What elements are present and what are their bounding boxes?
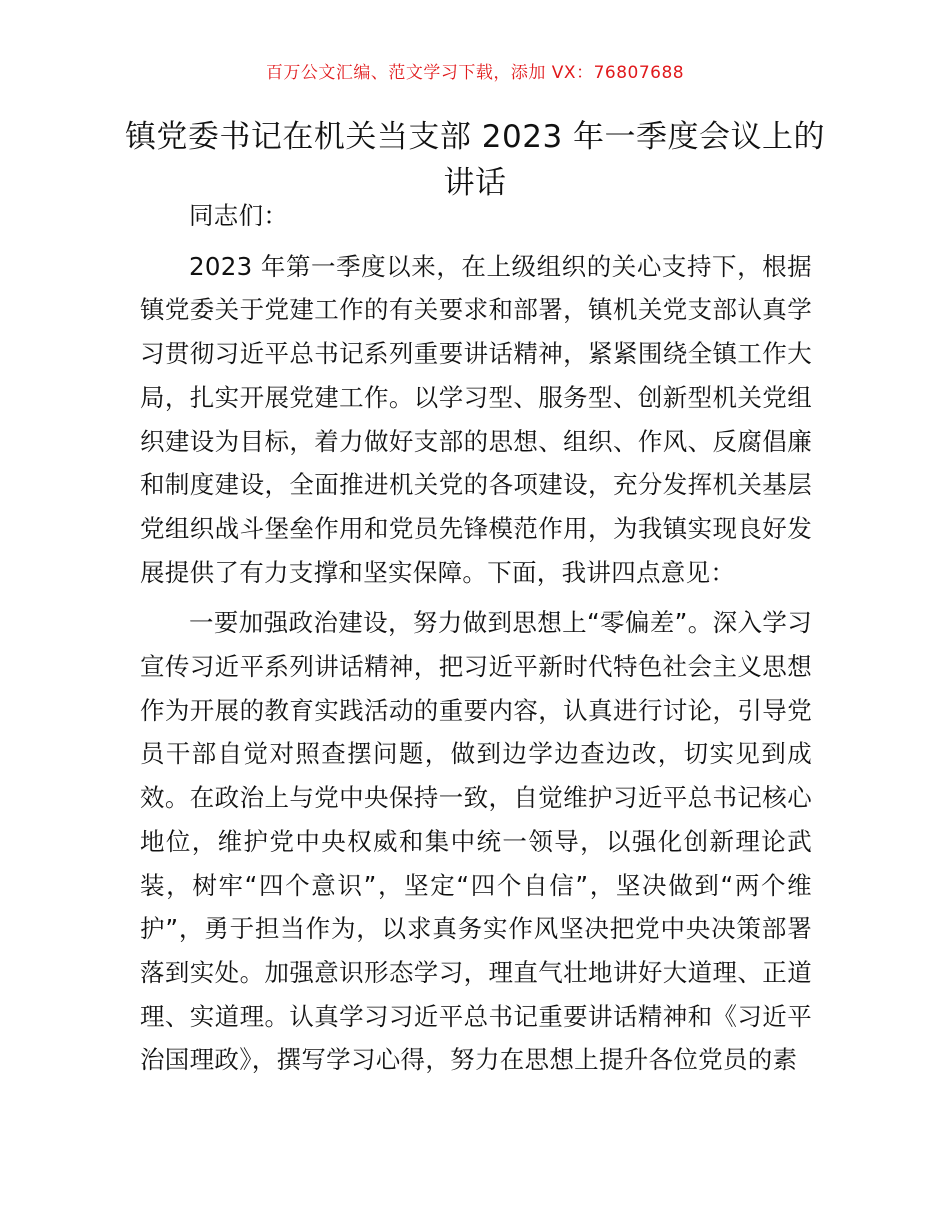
- document-title: 镇党委书记在机关当支部 2023 年一季度会议上的讲话: [124, 119, 826, 201]
- watermark-text: 百万公文汇编、范文学习下载，添加 VX：76807688: [265, 63, 685, 83]
- paragraph-intro: 2023 年第一季度以来，在上级组织的关心支持下，根据镇党委关于党建工作的有关要求和部署，镇机关党支部认真学习贯彻习近平总书记系列重要讲话精神，紧紧围绕全镇工作大局，扎实开展党建工作。以学习型、服务型、创新型机关党组织建设为目标，着力做好支部的思想、组织、作风、反腐倡廉和制度建设，全面推进机关党的各项建设，充分发挥机关基层党组织战斗堡垒作用和党员先锋模范作用，为我镇实现良好发展提供了有力支撑和坚实保障。下面，我讲四点意见：: [140, 251, 812, 587]
- paragraph-point-one: 一要加强政治建设，努力做到思想上“零偏差”。深入学习宣传习近平系列讲话精神，把习近平新时代特色社会主义思想作为开展的教育实践活动的重要内容，认真进行讨论，引导党员干部自觉对照查摆问题，做到边学边查边改，切实见到成效。在政治上与党中央保持一致，自觉维护习近平总书记核心地位，维护党中央权威和集中统一领导，以强化创新理论武装，树牢“四个意识”，坚定“四个自信”，坚决做到“两个维护”，勇于担当作为，以求真务实作风坚决把党中央决策部署落到实处。加强意识形态学习，理直气壮地讲好大道理、正道理、实道理。认真学习习近平总书记重要讲话精神和《习近平治国理政》，撰写学习心得，努力在思想上提升各位党员的素: [140, 608, 812, 1075]
- salutation: 同志们：: [189, 201, 289, 230]
- document-body: [140, 194, 812, 1082]
